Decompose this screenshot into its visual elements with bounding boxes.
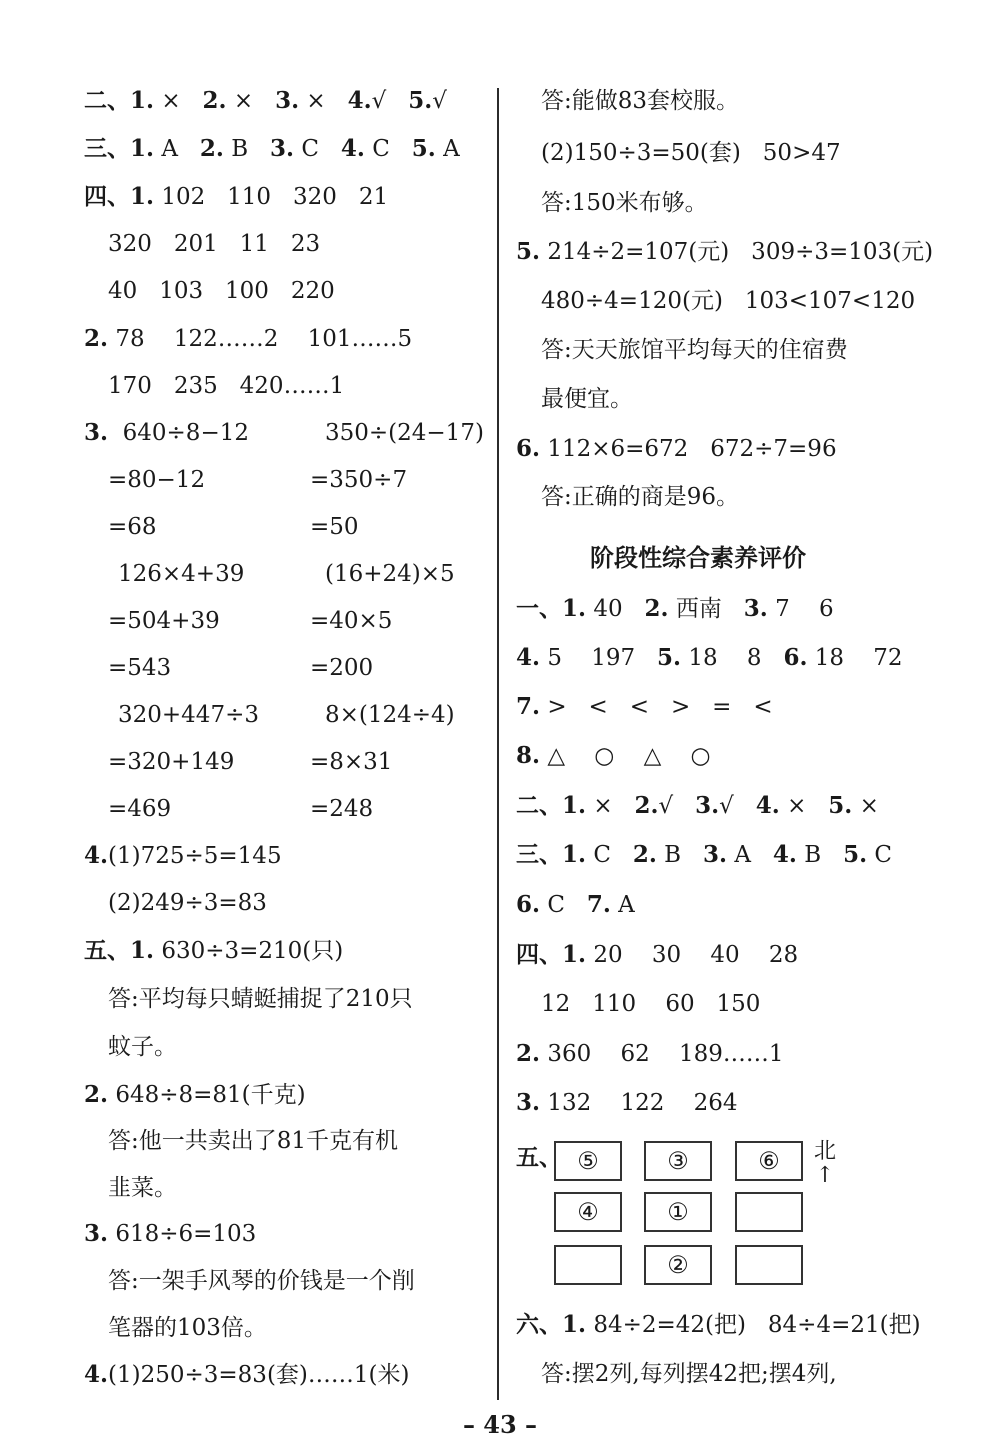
answer-line [516,1143,562,1173]
answer-line [108,1266,415,1296]
answer-text: C [540,892,587,918]
answer-line [516,692,773,722]
answer-text: =350÷7 [310,467,408,493]
answer-text: B [796,842,844,868]
question-number: 4. [755,792,780,819]
question-number: 2. [644,595,669,622]
question-number: 8. [516,742,541,769]
answer-line [108,1032,177,1062]
question-number: 3. [270,135,295,162]
answer-text: × [852,793,879,819]
answer-text: 20 30 40 28 [586,942,799,968]
answer-text: 5 197 [540,645,658,671]
grid-cell: ① [644,1192,712,1232]
grid-cell: ⑥ [735,1141,803,1181]
answer-text: 答:平均每只蜻蜓捕捉了210只 [108,986,413,1012]
answer-line [118,700,259,730]
answer-text: △ ○ △ ○ [540,743,711,769]
column-divider [497,88,499,1400]
answer-text: × [154,88,203,114]
question-number: 6. [516,891,541,918]
answer-text: =80−12 [108,467,206,493]
question-number: 2. [632,841,657,868]
answer-line [84,324,412,354]
answer-text: =469 [108,796,172,822]
answer-text: × [299,88,348,114]
answer-line [108,1313,267,1343]
answer-line [516,1039,784,1069]
question-number: 2. [84,1081,109,1108]
question-number: 4. [772,841,797,868]
answer-text: 40 103 100 220 [108,278,335,304]
answer-line [108,512,157,542]
answer-line [516,940,798,970]
answer-text: =543 [108,655,172,681]
answer-text: 18 72 [807,645,903,671]
answer-text: 84÷2=42(把) 84÷4=21(把) [586,1312,921,1338]
answer-line [108,794,171,824]
answer-line [516,791,879,821]
answer-text: > < < > = < [540,694,773,720]
answer-line [516,1088,738,1118]
answer-text: A [727,842,773,868]
answer-text: 126×4+39 [118,561,245,587]
answer-line [541,86,739,116]
question-number: 4. [84,1361,109,1388]
answer-text: A [154,136,200,162]
question-number: 三、1. [516,841,587,868]
answer-text: =68 [108,514,157,540]
question-number: 5. [408,87,433,114]
answer-text: (16+24)×5 [325,561,455,587]
answer-text: 132 122 264 [540,1090,738,1116]
question-number: 2. [199,135,224,162]
answer-text: =40×5 [310,608,393,634]
answer-text: 最便宜。 [541,386,633,412]
answer-text: × [779,793,829,819]
question-number: 四、1. [516,941,587,968]
answer-text: √ [719,793,756,819]
answer-line [84,936,343,966]
answer-text: 618÷6=103 [108,1221,257,1247]
question-number: 2. [634,792,659,819]
answer-text: 18 8 [681,645,784,671]
question-number: 3. [84,419,109,446]
answer-line [84,1080,306,1110]
answer-text: 答:摆2列,每列摆42把;摆4列, [541,1361,837,1387]
answer-line [108,1173,177,1203]
answer-line [108,229,320,259]
answer-text: 答:天天旅馆平均每天的住宿费 [541,337,848,363]
grid-cell: ③ [644,1141,712,1181]
grid-cell: ④ [554,1192,622,1232]
answer-text: √ [432,88,447,114]
answer-line [516,643,903,673]
answer-text: 102 110 320 21 [154,184,389,210]
question-number: 7. [586,891,611,918]
question-number: 3. [516,1089,541,1116]
answer-text: 12 110 60 150 [541,991,761,1017]
question-number: 四、1. [84,183,155,210]
answer-text: 答:他一共卖出了81千克有机 [108,1128,399,1154]
answer-text: 480÷4=120(元) 103<107<120 [541,288,916,314]
question-number: 4. [340,135,365,162]
answer-text: 8×(124÷4) [325,702,455,728]
answer-line [310,465,407,495]
answer-line [84,134,460,164]
answer-text: 西南 [668,596,744,622]
question-number: 五、1. [84,937,155,964]
answer-text: C [586,842,633,868]
answer-line [541,138,841,168]
answer-line [310,747,392,777]
answer-line [310,794,373,824]
answer-text: =50 [310,514,359,540]
answer-text: (1)725÷5=145 [108,843,282,869]
answer-line [108,747,234,777]
answer-text: 答:正确的商是96。 [541,484,740,510]
question-number: 一、1. [516,595,587,622]
answer-line [310,653,373,683]
answer-text: 笔器的103倍。 [108,1315,267,1341]
answer-line [541,989,760,1019]
question-number: 三、1. [84,135,155,162]
answer-line [108,606,220,636]
answer-text: =248 [310,796,374,822]
question-number: 5. [657,644,682,671]
question-number: 2. [84,325,109,352]
answer-text: (1)250÷3=83(套)……1(米) [108,1362,410,1388]
answer-text: 630÷3=210(只) [154,938,344,964]
answer-text: 答:150米布够。 [541,190,708,216]
answer-line [541,482,739,512]
answer-text: =8×31 [310,749,393,775]
answer-text: (2)150÷3=50(套) 50>47 [541,140,841,166]
answer-line [118,559,244,589]
question-number: 3. [275,87,300,114]
question-number: 3. [695,792,720,819]
answer-line [325,418,484,448]
answer-line [84,1219,256,1249]
answer-text: B [656,842,704,868]
answer-text: √ [658,793,696,819]
answer-line [84,418,249,448]
section-heading: 阶段性综合素养评价 [590,544,806,572]
answer-line [84,1360,409,1390]
answer-text: 360 62 189……1 [540,1041,784,1067]
answer-text: (2)249÷3=83 [108,890,267,916]
answer-line [516,594,834,624]
answer-text: 648÷8=81(千克) [108,1082,306,1108]
answer-text: =320+149 [108,749,235,775]
answer-text: =200 [310,655,374,681]
answer-text: × [226,88,276,114]
answer-line [108,371,344,401]
question-number: 6. [783,644,808,671]
page-number: – 43 – [462,1410,538,1439]
grid-cell [735,1245,803,1285]
answer-line [516,434,837,464]
question-number: 5. [516,238,541,265]
answer-text: A [435,136,460,162]
answer-text: × [586,793,635,819]
answer-line [310,606,392,636]
answer-text: =504+39 [108,608,220,634]
answer-line [108,465,205,495]
question-number: 5. [828,792,853,819]
answer-line [108,1126,398,1156]
answer-line [516,237,933,267]
answer-line [541,188,708,218]
answer-text: 350÷(24−17) [325,420,484,446]
answer-text: 40 [586,596,645,622]
question-number: 3. [703,841,728,868]
answer-line [84,182,388,212]
question-number: 6. [516,435,541,462]
grid-cell [735,1192,803,1232]
question-number: 4. [347,87,372,114]
answer-text: A [610,892,635,918]
answer-line [84,86,447,116]
answer-line [516,741,711,771]
answer-text: 78 122……2 101……5 [108,326,413,352]
answer-line [541,286,915,316]
answer-text: 答:能做83套校服。 [541,88,740,114]
answer-line [541,384,633,414]
answer-line [516,890,635,920]
answer-line [541,1359,837,1389]
answer-line [108,984,413,1014]
answer-text: 170 235 420……1 [108,373,345,399]
north-arrow-icon: ↑ [815,1163,835,1188]
answer-line [84,841,282,871]
question-number: 3. [84,1220,109,1247]
question-number: 2. [516,1040,541,1067]
question-number: 4. [84,842,109,869]
answer-line [541,335,848,365]
answer-line [516,1310,921,1340]
question-number: 二、1. [516,792,587,819]
answer-line [108,276,335,306]
answer-text: C [867,842,893,868]
answer-text: 640÷8−12 [108,420,249,446]
question-number: 3. [743,595,768,622]
grid-cell [554,1245,622,1285]
answer-text: C [294,136,341,162]
answer-text: 蚊子。 [108,1034,177,1060]
question-number: 二、1. [84,87,155,114]
grid-cell: ② [644,1245,712,1285]
answer-text: 7 6 [767,596,834,622]
question-number: 7. [516,693,541,720]
question-number: 2. [202,87,227,114]
answer-line [108,888,267,918]
answer-text: 214÷2=107(元) 309÷3=103(元) [540,239,934,265]
answer-text: 答:一架手风琴的价钱是一个削 [108,1268,415,1294]
question-number: 5. [843,841,868,868]
question-number: 4. [516,644,541,671]
answer-line [310,512,359,542]
answer-text: 320+447÷3 [118,702,259,728]
answer-line [325,700,455,730]
answer-text: 112×6=672 672÷7=96 [540,436,837,462]
answer-text: C [364,136,412,162]
answer-text: B [223,136,271,162]
answer-text: 韭菜。 [108,1175,177,1201]
grid-cell: ⑤ [554,1141,622,1181]
north-indicator [810,1140,840,1188]
answer-line [325,559,455,589]
question-number: 五、 [516,1144,562,1171]
answer-line [108,653,171,683]
answer-line [516,840,892,870]
question-number: 六、1. [516,1311,587,1338]
question-number: 5. [411,135,436,162]
answer-text: √ [371,88,409,114]
answer-text: 320 201 11 23 [108,231,321,257]
north-label: 北 [813,1139,836,1164]
